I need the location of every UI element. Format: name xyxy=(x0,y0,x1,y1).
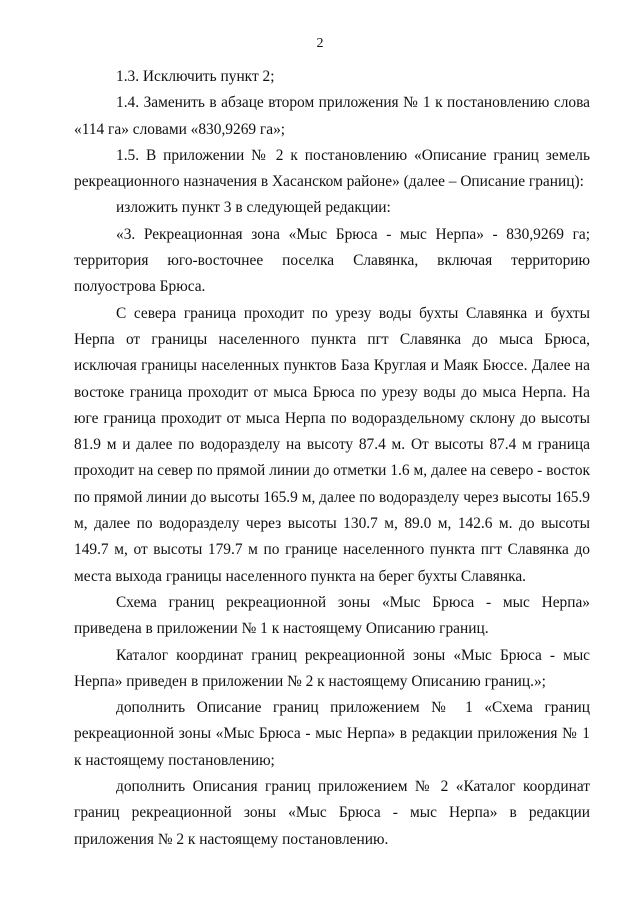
paragraph-add-appendix-2: дополнить Описания границ приложением № 2 «Каталог координат границ рекреационной зоны «Мыс Брюса - мыс Нерпа» в редакции приложения № 2 к настоящему постановлению. xyxy=(74,778,590,848)
document-body xyxy=(74,64,590,853)
paragraph-1-5: 1.5. В приложении № 2 к постановлению «Описание границ земель рекреационного назначения в Хасанском районе» (далее – Описание границ): xyxy=(74,146,590,191)
paragraph-instruction: изложить пункт 3 в следующей редакции: xyxy=(116,199,391,217)
page-number: 2 xyxy=(316,36,324,51)
paragraph-scheme-reference: Схема границ рекреационной зоны «Мыс Брюса - мыс Нерпа» приведена в приложении № 1 к настоящему Описанию границ. xyxy=(74,593,590,638)
paragraph-1-3: 1.3. Исключить пункт 2; xyxy=(116,68,275,85)
paragraph-boundary-description: С севера граница проходит по урезу воды бухты Славянка и бухты Нерпа от границы населенного пункта пгт Славянка до мыса Брюса, исключая границы населенных пунктов База Круглая и Маяк Бюссе. Далее на востоке граница проходит от мыса Брюса по урезу воды до мыса Нерпа. На юге граница проходит от мыса Нерпа по водораздельному склону до высоты 81.9 м и далее по водоразделу на высоту 87.4 м. От высоты 87.4 м граница проходит на север по прямой линии до отметки 1.6 м, далее на северо - восток по прямой линии до высоты 165.9 м, далее по водоразделу через высоты 165.9 м, далее по водоразделу через высоты 130.7 м, 89.0 м, 142.6 м. до высоты 149.7 м, от высоты 179.7 м по границе населенного пункта пгт Славянка до места выхода границы населенного пункта на берег бухты Славянка. xyxy=(74,304,590,585)
paragraph-1-4: 1.4. Заменить в абзаце втором приложения № 1 к постановлению слова «114 га» словами «830,9269 га»; xyxy=(74,94,590,138)
paragraph-add-appendix-1: дополнить Описание границ приложением № 1 «Схема границ рекреационной зоны «Мыс Брюса - мыс Нерпа» в редакции приложения № 1 к настоящему постановлению; xyxy=(74,699,590,769)
paragraph-catalog-reference: Каталог координат границ рекреационной зоны «Мыс Брюса - мыс Нерпа» приведен в приложении № 2 к настоящему Описанию границ.»; xyxy=(74,646,590,690)
paragraph-zone-definition: «3. Рекреационная зона «Мыс Брюса - мыс Нерпа» - 830,9269 га; территория юго-восточнее поселка Славянка, включая территорию полуострова Брюса. xyxy=(74,225,590,296)
